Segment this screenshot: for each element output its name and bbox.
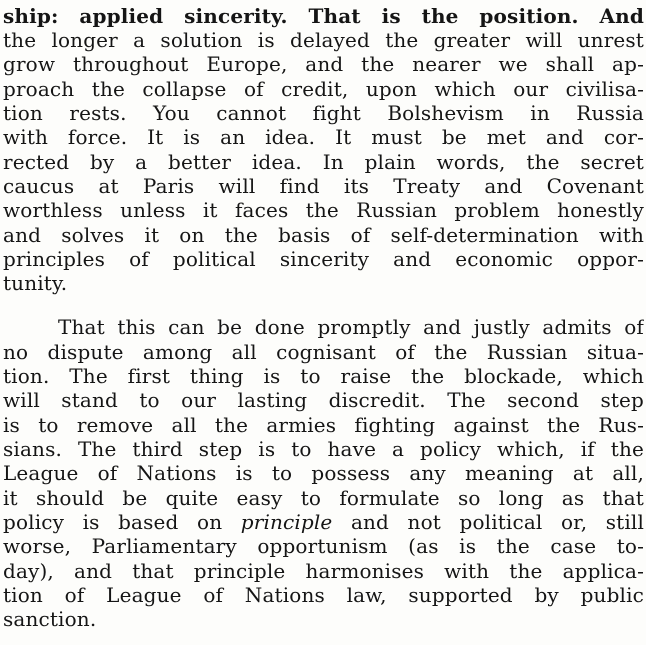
text-line: worthless unless it faces the Russian problem honestly [3,198,644,222]
text-line: ship: applied sincerity. That is the position. And [3,4,644,28]
text-line: caucus at Paris will find its Treaty and Covenant [3,174,644,198]
text-line: with force. It is an idea. It must be met and cor- [3,125,644,149]
text-run: and not political or, still [332,510,644,534]
text-line: principles of political sincerity and economic oppor- [3,247,644,271]
text-line: grow throughout Europe, and the nearer we shall ap- [3,52,644,76]
text-line: and solves it on the basis of self-determination with [3,223,644,247]
text-line: sians. The third step is to have a policy which, if the [3,437,644,461]
text-line: tion. The first thing is to raise the blockade, which [3,364,644,388]
emphasized-word: principle [240,510,333,534]
text-run: policy is based on [3,510,241,534]
text-line: worse, Parliamentary opportunism (as is the case to- [3,534,644,558]
text-line: will stand to our lasting discredit. The second step [3,388,644,412]
text-line: sanction. [3,607,97,631]
text-line [3,510,644,534]
text-line: League of Nations is to possess any meaning at all, [3,461,644,485]
text-line: no dispute among all cognisant of the Russian situa- [3,340,644,364]
text-line: rected by a better idea. In plain words, the secret [3,150,644,174]
text-line: the longer a solution is delayed the greater will unrest [3,28,644,52]
text-line: day), and that principle harmonises with the applica- [3,559,644,583]
text-line: tion of League of Nations law, supported by public [3,583,644,607]
text-line: That this can be done promptly and justly admits of [58,315,644,339]
text-line: tunity. [3,271,68,295]
text-line: proach the collapse of credit, upon which our civilisa- [3,77,644,101]
text-line: is to remove all the armies fighting against the Rus- [3,413,644,437]
text-line: it should be quite easy to formulate so long as that [3,486,644,510]
text-line: tion rests. You cannot fight Bolshevism in Russia [3,101,644,125]
